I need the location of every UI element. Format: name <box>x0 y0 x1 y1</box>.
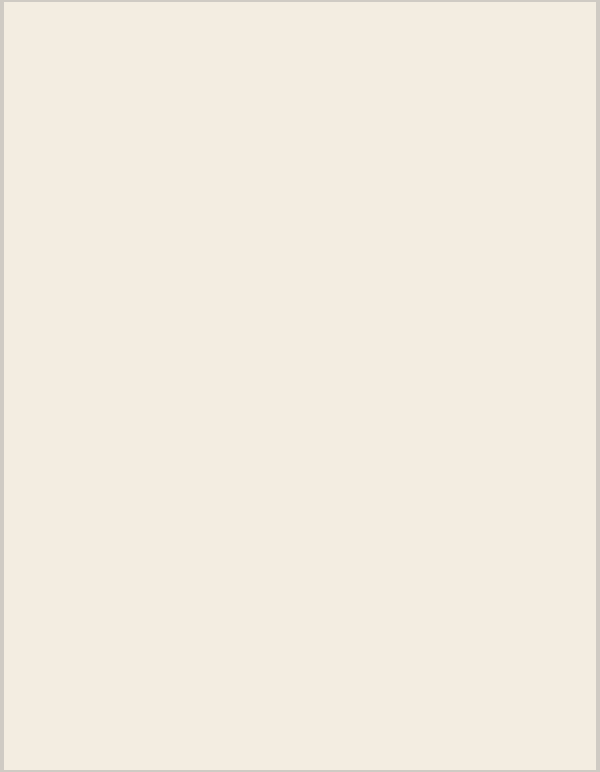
letter-page <box>4 2 596 770</box>
